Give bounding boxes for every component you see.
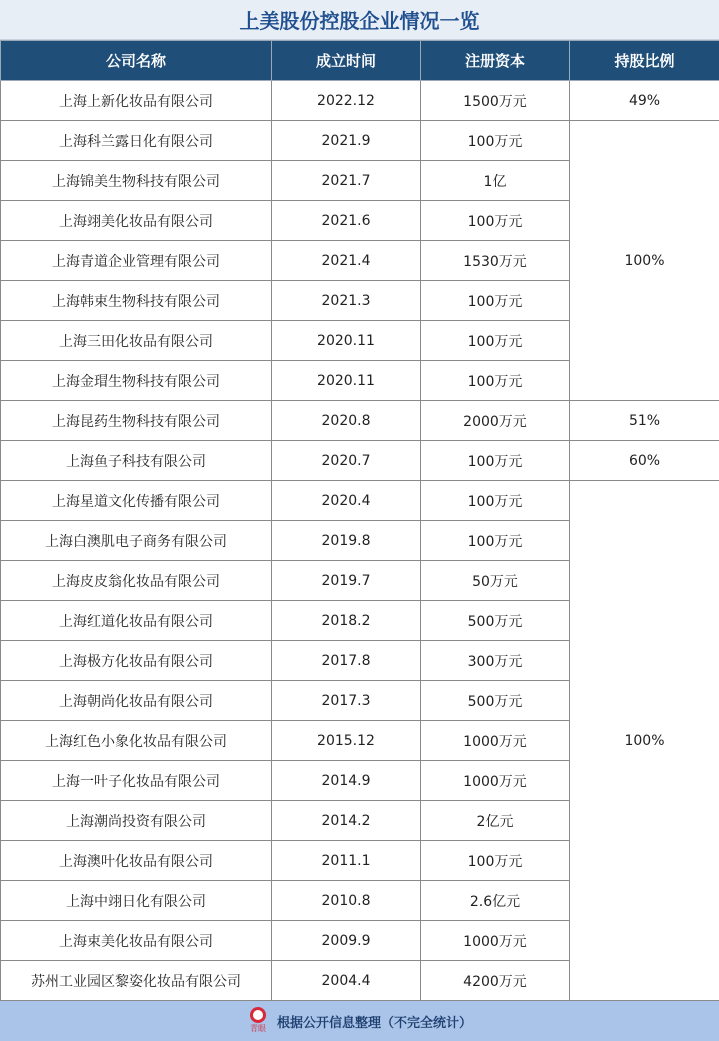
company-name-cell: 上海澳叶化妆品有限公司 [1, 841, 272, 881]
table-row [1, 401, 719, 441]
holdings-table [0, 40, 719, 1001]
company-name-cell: 上海中翊日化有限公司 [1, 881, 272, 921]
founded-date-cell: 2020.8 [272, 401, 421, 441]
table-body [1, 81, 719, 1001]
founded-date-cell: 2009.9 [272, 921, 421, 961]
registered-capital-cell: 1000万元 [421, 721, 570, 761]
founded-date-cell: 2019.8 [272, 521, 421, 561]
founded-date-cell: 2020.4 [272, 481, 421, 521]
company-name-cell: 上海朝尚化妆品有限公司 [1, 681, 272, 721]
column-header-share: 持股比例 [570, 41, 719, 81]
registered-capital-cell: 1000万元 [421, 761, 570, 801]
company-name-cell: 上海翊美化妆品有限公司 [1, 201, 272, 241]
company-name-cell: 上海红色小象化妆品有限公司 [1, 721, 272, 761]
company-name-cell: 上海星道文化传播有限公司 [1, 481, 272, 521]
table-row [1, 81, 719, 121]
table-row [1, 441, 719, 481]
registered-capital-cell: 50万元 [421, 561, 570, 601]
founded-date-cell: 2021.7 [272, 161, 421, 201]
founded-date-cell: 2017.3 [272, 681, 421, 721]
brand-logo [247, 1007, 269, 1035]
registered-capital-cell: 100万元 [421, 521, 570, 561]
registered-capital-cell: 500万元 [421, 601, 570, 641]
registered-capital-cell: 4200万元 [421, 961, 570, 1001]
registered-capital-cell: 300万元 [421, 641, 570, 681]
registered-capital-cell: 1500万元 [421, 81, 570, 121]
company-name-cell: 上海韩束生物科技有限公司 [1, 281, 272, 321]
page-title: 上美股份控股企业情况一览 [0, 0, 719, 40]
company-name-cell: 上海锦美生物科技有限公司 [1, 161, 272, 201]
founded-date-cell: 2014.9 [272, 761, 421, 801]
founded-date-cell: 2004.4 [272, 961, 421, 1001]
column-header-company: 公司名称 [1, 41, 272, 81]
share-ratio-cell: 60% [570, 441, 719, 481]
registered-capital-cell: 100万元 [421, 121, 570, 161]
company-name-cell: 上海昆药生物科技有限公司 [1, 401, 272, 441]
company-name-cell: 上海上新化妆品有限公司 [1, 81, 272, 121]
registered-capital-cell: 2.6亿元 [421, 881, 570, 921]
founded-date-cell: 2020.11 [272, 361, 421, 401]
registered-capital-cell: 100万元 [421, 841, 570, 881]
company-name-cell: 上海束美化妆品有限公司 [1, 921, 272, 961]
company-name-cell: 上海鱼子科技有限公司 [1, 441, 272, 481]
registered-capital-cell: 2000万元 [421, 401, 570, 441]
founded-date-cell: 2022.12 [272, 81, 421, 121]
share-ratio-cell: 100% [570, 121, 719, 401]
share-ratio-cell: 51% [570, 401, 719, 441]
founded-date-cell: 2014.2 [272, 801, 421, 841]
column-header-capital: 注册资本 [421, 41, 570, 81]
table-row [1, 481, 719, 521]
founded-date-cell: 2021.6 [272, 201, 421, 241]
company-name-cell: 上海极方化妆品有限公司 [1, 641, 272, 681]
founded-date-cell: 2021.3 [272, 281, 421, 321]
registered-capital-cell: 100万元 [421, 441, 570, 481]
registered-capital-cell: 2亿元 [421, 801, 570, 841]
registered-capital-cell: 100万元 [421, 201, 570, 241]
company-name-cell: 上海一叶子化妆品有限公司 [1, 761, 272, 801]
founded-date-cell: 2021.9 [272, 121, 421, 161]
founded-date-cell: 2015.12 [272, 721, 421, 761]
registered-capital-cell: 500万元 [421, 681, 570, 721]
founded-date-cell: 2011.1 [272, 841, 421, 881]
footer-bar [0, 1000, 719, 1041]
registered-capital-cell: 1530万元 [421, 241, 570, 281]
company-name-cell: 苏州工业园区黎姿化妆品有限公司 [1, 961, 272, 1001]
founded-date-cell: 2019.7 [272, 561, 421, 601]
logo-ring-icon [250, 1007, 266, 1023]
founded-date-cell: 2018.2 [272, 601, 421, 641]
share-ratio-cell: 49% [570, 81, 719, 121]
company-name-cell: 上海金瑁生物科技有限公司 [1, 361, 272, 401]
column-header-founded: 成立时间 [272, 41, 421, 81]
founded-date-cell: 2010.8 [272, 881, 421, 921]
table-row [1, 121, 719, 161]
registered-capital-cell: 1亿 [421, 161, 570, 201]
founded-date-cell: 2020.7 [272, 441, 421, 481]
header-row [1, 41, 719, 81]
company-name-cell: 上海三田化妆品有限公司 [1, 321, 272, 361]
registered-capital-cell: 100万元 [421, 281, 570, 321]
company-name-cell: 上海青道企业管理有限公司 [1, 241, 272, 281]
founded-date-cell: 2020.11 [272, 321, 421, 361]
founded-date-cell: 2017.8 [272, 641, 421, 681]
registered-capital-cell: 100万元 [421, 481, 570, 521]
registered-capital-cell: 1000万元 [421, 921, 570, 961]
logo-text: 青眼 [249, 1024, 266, 1033]
registered-capital-cell: 100万元 [421, 361, 570, 401]
company-name-cell: 上海红道化妆品有限公司 [1, 601, 272, 641]
founded-date-cell: 2021.4 [272, 241, 421, 281]
registered-capital-cell: 100万元 [421, 321, 570, 361]
company-name-cell: 上海白澳肌电子商务有限公司 [1, 521, 272, 561]
source-note: 根据公开信息整理（不完全统计） [276, 1015, 472, 1031]
share-ratio-cell: 100% [570, 481, 719, 1001]
company-name-cell: 上海皮皮翁化妆品有限公司 [1, 561, 272, 601]
company-name-cell: 上海科兰露日化有限公司 [1, 121, 272, 161]
company-name-cell: 上海潮尚投资有限公司 [1, 801, 272, 841]
